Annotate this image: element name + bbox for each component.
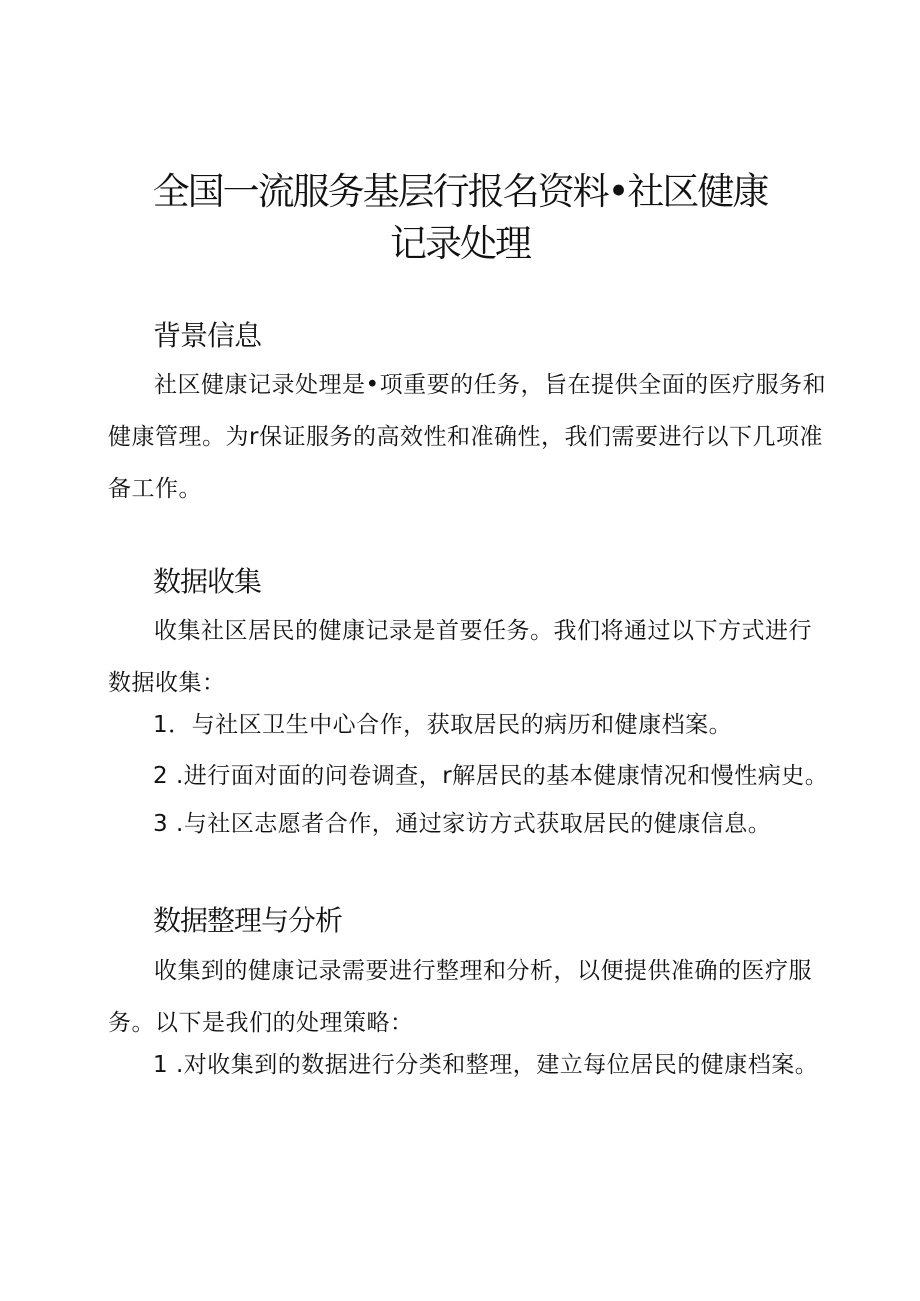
section-heading-data-collection: 数据收集: [153, 565, 262, 598]
section-paragraph-background: 社区健康记录处理是•项重要的任务，旨在提供全面的医疗服务和健康管理。为r保证服务的高效性和准确性，我们需要进行以下几项准备工作。: [108, 372, 827, 502]
section-heading-data-analysis: 数据整理与分析: [153, 904, 343, 937]
section-heading-background: 背景信息: [153, 319, 262, 352]
list-item: 3 .与社区志愿者合作，通过家访方式获取居民的健康信息。: [153, 811, 772, 837]
list-item: 1 .对收集到的数据进行分类和整理，建立每位居民的健康档案。: [153, 1052, 819, 1078]
document-title-line-2: 记录处理: [390, 222, 530, 265]
document-title-line-1: 全国一流服务基层行报名资料•社区健康: [152, 170, 768, 213]
list-item: 1．与社区卫生中心合作，获取居民的病历和健康档案。: [153, 712, 733, 738]
section-paragraph-data-collection: 收集社区居民的健康记录是首要任务。我们将通过以下方式进行数据收集：: [108, 618, 812, 696]
list-item: 2 .进行面对面的问卷调查，r解居民的基本健康情况和慢性病史。: [153, 763, 829, 789]
section-paragraph-data-analysis: 收集到的健康记录需要进行整理和分析，以便提供准确的医疗服务。以下是我们的处理策略：: [108, 958, 812, 1036]
